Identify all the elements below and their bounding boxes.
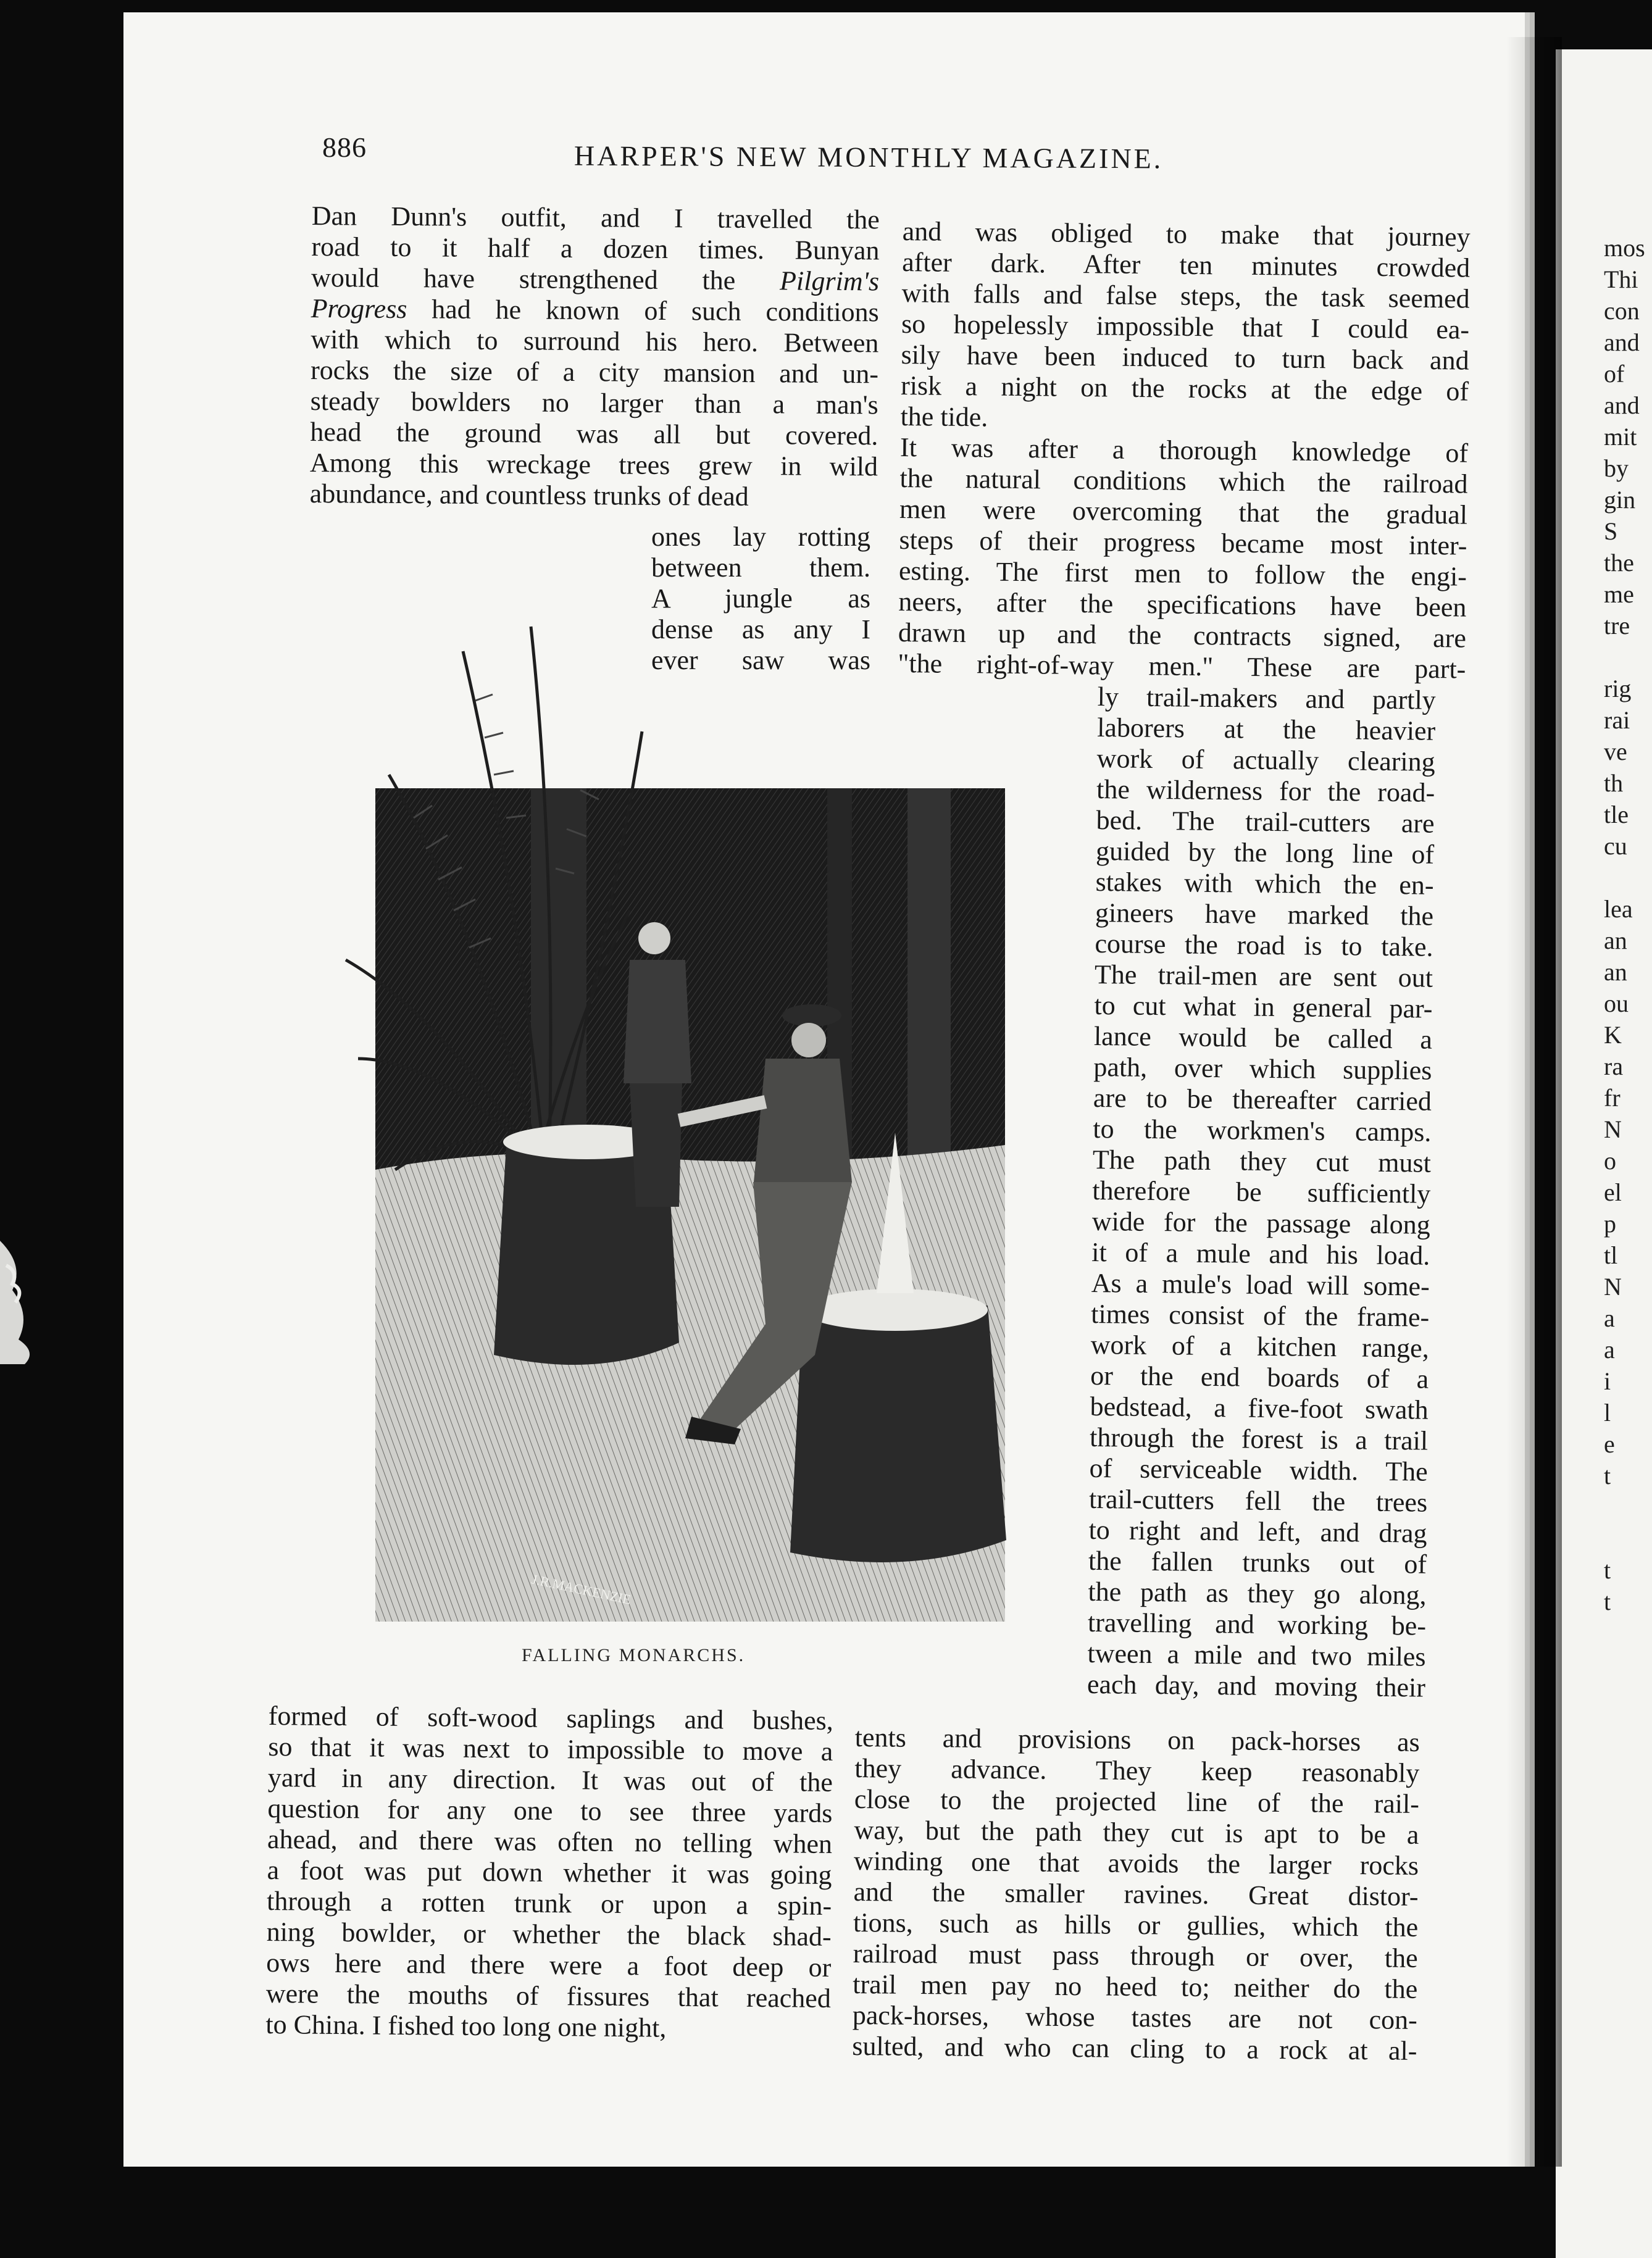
text-line: ows here and there were a foot deep or — [266, 1947, 832, 1983]
stump-right — [790, 1306, 1006, 1562]
text-line: head the ground was all but covered. — [310, 416, 878, 451]
next-page-fragment — [1556, 862, 1652, 893]
text-line: pack-horses, whose tastes are not con- — [852, 1999, 1418, 2035]
text-line: times consist of the frame- — [1091, 1298, 1430, 1333]
next-page-fragment: and — [1604, 391, 1640, 419]
next-page-fragment: con — [1604, 297, 1640, 325]
next-page-fragment: Thi — [1604, 265, 1638, 293]
text-line: trail men pay no heed to; neither do the — [853, 1968, 1418, 2004]
text-line: with which to surround his hero. Between — [311, 323, 879, 359]
text-line: bedstead, a five-foot swath — [1090, 1391, 1429, 1425]
text-line: so hopelessly impossible that I could ea- — [901, 308, 1470, 345]
text-line: laborers at the heavier — [1096, 712, 1436, 746]
text-line: the natural conditions which the railroad — [899, 462, 1468, 499]
next-page-fragment: mit — [1604, 423, 1637, 451]
text-line: drawn up and the contracts signed, are — [898, 617, 1467, 654]
text-line: The trail-men are sent out — [1094, 959, 1433, 993]
next-page-fragment: t — [1604, 1462, 1611, 1489]
text-line: steady bowlders no larger than a man's — [310, 385, 878, 420]
text-line: "the right-of-way men." These are part- — [898, 648, 1466, 685]
spine-shadow — [1506, 37, 1562, 2167]
text-line: after dark. After ten minutes crowded — [901, 246, 1471, 283]
text-line: to cut what in general par- — [1094, 989, 1433, 1024]
text-line: the path as they go along, — [1088, 1576, 1427, 1610]
next-page-fragment: ra — [1604, 1052, 1624, 1080]
next-page-text-fragments — [1556, 49, 1652, 1617]
next-page-fragment: rig — [1604, 675, 1632, 702]
text-line: yard in any direction. It was out of the — [267, 1762, 833, 1798]
next-page-fragment: fr — [1604, 1084, 1621, 1112]
text-line: A jungle as — [651, 583, 870, 614]
next-page-fragment: gin — [1604, 486, 1636, 514]
next-page-fragment: a — [1604, 1304, 1615, 1332]
next-page-fragment: t — [1604, 1588, 1611, 1615]
text-line: to the workmen's camps. — [1093, 1113, 1432, 1148]
text-line: travelling and working be- — [1087, 1607, 1427, 1641]
text-line: road to it half a dozen times. Bunyan — [311, 231, 880, 266]
next-page-fragment: e — [1604, 1430, 1615, 1458]
next-page-fragment: N — [1604, 1115, 1622, 1143]
left-column-bottom — [265, 1701, 833, 2045]
text-line: railroad must pass through or over, the — [853, 1938, 1418, 1973]
next-page-fragment: ve — [1604, 738, 1627, 765]
next-page-fragment: l — [1604, 1399, 1611, 1427]
text-line: to China. I fished too long one night, — [265, 2009, 667, 2043]
text-line: ning bowlder, or whether the black shad- — [266, 1916, 832, 1952]
text-line: the fallen trunks out of — [1088, 1545, 1427, 1580]
text-line: Dan Dunn's outfit, and I travelled the — [311, 201, 880, 235]
next-page-fragment: tre — [1604, 612, 1630, 639]
next-page-fragment: th — [1604, 769, 1624, 797]
text-line: ones lay rotting — [651, 522, 870, 552]
text-line: and the smaller ravines. Great distor- — [853, 1876, 1419, 1912]
right-column-bottom — [852, 1722, 1420, 2067]
text-line: so that it was next to impossible to move a — [268, 1731, 833, 1767]
next-page-fragment: of — [1604, 360, 1625, 388]
text-line: between them. — [651, 552, 870, 583]
text-line: or the end boards of a — [1090, 1360, 1429, 1394]
text-line: ly trail-makers and partly — [1097, 681, 1436, 715]
text-line: stakes with which the en- — [1095, 866, 1434, 901]
text-line: The path they cut must — [1092, 1144, 1432, 1178]
next-page-fragment — [1556, 641, 1652, 673]
next-page-fragment: a — [1604, 1336, 1615, 1364]
text-line: tions, such as hills or gullies, which the — [853, 1907, 1419, 1943]
text-line: Among this wreckage trees grew in wild — [309, 447, 878, 482]
text-line: dense as any I — [651, 614, 870, 644]
text-line: of serviceable width. The — [1089, 1452, 1428, 1487]
next-page-fragment: rai — [1604, 706, 1630, 734]
text-line: therefore be sufficiently — [1092, 1175, 1431, 1209]
text-line: guided by the long line of — [1095, 835, 1435, 870]
next-page-fragment: an — [1604, 927, 1627, 954]
next-page-fragment: mos — [1604, 234, 1645, 262]
text-line: each day, and moving their — [1087, 1669, 1426, 1703]
text-line: It was after a thorough knowledge of — [899, 431, 1469, 469]
next-page-fragment — [1556, 1523, 1652, 1554]
text-line: Progress had he known of such conditions — [311, 293, 879, 328]
text-line: the wilderness for the road- — [1096, 773, 1435, 808]
engraving-falling-monarchs — [321, 614, 1037, 1627]
text-line: winding one that avoids the larger rocks — [853, 1845, 1419, 1881]
text-line: are to be thereafter carried — [1093, 1082, 1432, 1117]
text-line: ever saw was — [651, 645, 870, 675]
text-line: lance would be called a — [1093, 1020, 1433, 1055]
illustration-caption: FALLING MONARCHS. — [522, 1645, 746, 1665]
next-page-edge — [1556, 49, 1652, 2258]
next-page-fragment: and — [1604, 328, 1640, 356]
text-line: a foot was put down whether it was going — [267, 1854, 832, 1890]
left-column-top — [310, 201, 880, 513]
text-line: tween a mile and two miles — [1087, 1638, 1426, 1672]
text-line: esting. The first men to follow the engi- — [898, 555, 1467, 592]
next-page-fragment: an — [1604, 958, 1627, 986]
text-line: steps of their progress became most inter- — [899, 524, 1467, 561]
page-number: 886 — [322, 131, 367, 163]
next-page-fragment: i — [1604, 1367, 1611, 1395]
text-line: were the mouths of fissures that reached — [265, 1978, 832, 2014]
next-page-fragment: p — [1604, 1210, 1616, 1238]
text-line: course the road is to take. — [1095, 928, 1433, 962]
next-page-fragment: the — [1604, 549, 1634, 577]
right-column-narrow — [1087, 681, 1436, 1704]
next-page-fragment — [1556, 1491, 1652, 1523]
next-page-fragment: N — [1604, 1273, 1622, 1301]
text-line: work of actually clearing — [1096, 743, 1435, 777]
text-line: abundance, and countless trunks of dead — [309, 478, 749, 512]
text-line: through a rotten trunk or upon a spin- — [266, 1885, 832, 1921]
next-page-fragment: t — [1604, 1556, 1611, 1584]
next-page-fragment: cu — [1604, 832, 1627, 860]
artist-signature: J.R.MACKENZIE — [530, 1571, 633, 1607]
next-page-fragment: lea — [1604, 895, 1633, 923]
text-line: sulted, and who can cling to a rock at al- — [852, 2030, 1417, 2066]
text-line: sily have been induced to turn back and — [901, 339, 1469, 376]
text-line: bed. The trail-cutters are — [1096, 804, 1435, 839]
text-line: and was obliged to make that journey — [902, 216, 1471, 252]
text-line: As a mule's load will some- — [1091, 1267, 1430, 1302]
text-line: neers, after the specifications have been — [898, 586, 1467, 623]
text-line: trail-cutters fell the trees — [1088, 1483, 1428, 1518]
next-page-fragment: by — [1604, 454, 1629, 482]
next-page-fragment: tle — [1604, 801, 1629, 828]
text-line: path, over which supplies — [1093, 1051, 1432, 1086]
text-line: would have strengthened the Pilgrim's — [311, 262, 880, 297]
text-line: question for any one to see three yards — [267, 1793, 833, 1828]
text-line: ahead, and there was often no telling when — [267, 1823, 833, 1859]
text-line: the tide. — [900, 401, 988, 433]
text-line: way, but the path they cut is apt to be a — [854, 1814, 1419, 1850]
next-page-fragment: o — [1604, 1147, 1616, 1175]
text-line: risk a night on the rocks at the edge of — [900, 370, 1469, 407]
text-line: to right and left, and drag — [1088, 1514, 1427, 1549]
text-line: it of a mule and his load. — [1091, 1236, 1430, 1271]
next-page-fragment: K — [1604, 1021, 1622, 1049]
text-line: through the forest is a trail — [1089, 1422, 1429, 1456]
text-line: rocks the size of a city mansion and un- — [310, 354, 879, 390]
next-page-fragment: tl — [1604, 1241, 1618, 1269]
running-head: HARPER'S NEW MONTHLY MAGAZINE. — [574, 140, 1164, 175]
text-line: they advance. They keep reasonably — [854, 1752, 1420, 1788]
text-line: with falls and false steps, the task seemed — [901, 277, 1470, 314]
text-line: tents and provisions on pack-horses as — [854, 1722, 1420, 1757]
text-line: wide for the passage along — [1091, 1206, 1431, 1240]
next-page-fragment: el — [1604, 1178, 1622, 1206]
text-line: formed of soft-wood saplings and bushes, — [268, 1701, 833, 1736]
text-line: men were overcoming that the gradual — [899, 493, 1468, 530]
next-page-fragment: me — [1604, 580, 1634, 608]
margin-ink-blot — [0, 1228, 43, 1364]
next-page-fragment: ou — [1604, 989, 1629, 1017]
text-line: work of a kitchen range, — [1090, 1329, 1429, 1364]
text-line: close to the projected line of the rail- — [854, 1783, 1420, 1819]
next-page-fragment: S — [1604, 517, 1618, 545]
text-line: gineers have marked the — [1095, 897, 1434, 931]
